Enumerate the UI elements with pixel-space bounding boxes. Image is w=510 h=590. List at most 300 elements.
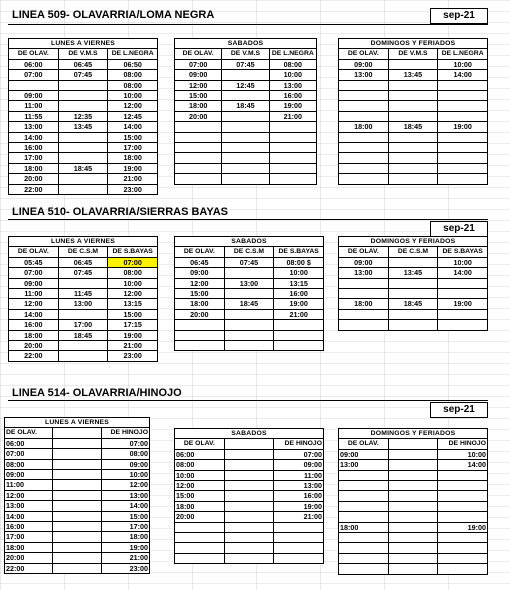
time-cell[interactable]: 09:00 [9, 91, 59, 101]
time-cell[interactable] [175, 341, 225, 351]
time-cell[interactable] [438, 132, 488, 142]
time-cell[interactable] [388, 91, 438, 101]
time-cell[interactable]: 16:00 [9, 143, 59, 153]
time-cell[interactable] [438, 543, 488, 553]
time-cell[interactable] [269, 132, 316, 142]
table-row [9, 320, 158, 330]
time-cell[interactable]: 18:00 [175, 501, 225, 511]
time-cell[interactable] [175, 122, 222, 132]
time-cell[interactable] [438, 163, 488, 173]
time-cell[interactable] [438, 564, 488, 574]
time-cell[interactable]: 21:00 [108, 174, 158, 184]
time-cell[interactable] [274, 553, 324, 563]
time-cell[interactable]: 09:00 [339, 449, 389, 459]
time-cell[interactable]: 19:00 [274, 299, 324, 309]
time-cell[interactable] [58, 309, 108, 319]
time-cell[interactable] [222, 163, 269, 173]
time-cell[interactable] [269, 143, 316, 153]
time-cell[interactable] [175, 132, 222, 142]
time-cell[interactable] [339, 553, 389, 563]
time-cell[interactable] [53, 490, 101, 500]
time-cell[interactable]: 12:00 [5, 490, 53, 500]
time-cell[interactable] [438, 80, 488, 90]
time-cell[interactable]: 17:00 [5, 532, 53, 542]
time-cell[interactable] [175, 533, 225, 543]
time-cell[interactable]: 14:00 [9, 309, 59, 319]
time-cell[interactable]: 19:00 [438, 522, 488, 532]
time-cell[interactable] [339, 501, 389, 511]
time-cell[interactable]: 20:00 [175, 111, 222, 121]
time-cell[interactable]: 14:00 [9, 132, 59, 142]
time-cell[interactable] [224, 309, 274, 319]
time-cell[interactable]: 09:00 [339, 257, 389, 267]
time-cell[interactable]: 12:00 [175, 278, 225, 288]
time-cell[interactable] [438, 278, 488, 288]
time-cell[interactable] [339, 532, 389, 542]
time-cell[interactable] [388, 257, 438, 267]
time-cell[interactable]: 06:00 [9, 59, 59, 69]
time-cell[interactable]: 13:00 [101, 490, 149, 500]
time-cell[interactable]: 13:00 [339, 268, 389, 278]
time-cell[interactable] [388, 564, 438, 574]
time-cell[interactable] [438, 309, 488, 319]
time-cell[interactable]: 13:45 [58, 122, 108, 132]
time-cell[interactable]: 16:00 [5, 522, 53, 532]
time-cell[interactable]: 09:00 [175, 268, 225, 278]
time-cell[interactable] [53, 480, 101, 490]
time-cell[interactable]: 17:00 [58, 320, 108, 330]
time-cell[interactable] [388, 512, 438, 522]
time-cell[interactable] [175, 543, 225, 553]
group-header: SABADOS [175, 237, 324, 247]
time-cell[interactable] [224, 289, 274, 299]
time-cell[interactable] [438, 142, 488, 152]
time-cell[interactable] [388, 59, 438, 69]
time-cell[interactable]: 20:00 [5, 553, 53, 563]
column-header: DE L.NEGRA [108, 49, 158, 59]
time-cell[interactable] [388, 163, 438, 173]
time-cell[interactable] [274, 330, 324, 340]
time-cell[interactable] [222, 122, 269, 132]
time-cell[interactable]: 13:00 [9, 122, 59, 132]
time-cell[interactable] [339, 564, 389, 574]
time-cell[interactable] [388, 278, 438, 288]
time-cell[interactable] [175, 330, 225, 340]
time-cell[interactable] [58, 153, 108, 163]
time-cell[interactable]: 07:00 [274, 449, 324, 459]
time-cell[interactable]: 21:00 [269, 111, 316, 121]
time-cell[interactable] [175, 153, 222, 163]
time-cell[interactable] [339, 101, 389, 111]
time-cell[interactable] [274, 533, 324, 543]
time-cell[interactable]: 12:00 [101, 480, 149, 490]
time-cell[interactable]: 10:00 [438, 257, 488, 267]
time-cell[interactable] [269, 174, 316, 184]
time-cell[interactable]: 15:00 [175, 91, 222, 101]
time-cell[interactable]: 18:00 [9, 330, 59, 340]
time-cell[interactable] [438, 491, 488, 501]
time-cell[interactable]: 18:45 [388, 299, 438, 309]
time-cell[interactable]: 19:00 [438, 122, 488, 132]
time-cell[interactable] [339, 132, 389, 142]
time-cell[interactable]: 19:00 [269, 101, 316, 111]
time-cell[interactable]: 07:45 [224, 257, 274, 267]
time-cell[interactable]: 12:00 [108, 289, 158, 299]
time-cell[interactable] [274, 543, 324, 553]
time-cell[interactable] [438, 481, 488, 491]
time-cell[interactable]: 19:00 [274, 501, 324, 511]
time-cell[interactable]: 13:00 [224, 278, 274, 288]
time-cell[interactable] [58, 278, 108, 288]
time-cell[interactable] [53, 563, 101, 573]
time-cell[interactable]: 18:00 [175, 101, 222, 111]
time-cell[interactable]: 09:00 [101, 459, 149, 469]
time-cell[interactable]: 19:00 [108, 163, 158, 173]
time-cell[interactable]: 18:45 [222, 101, 269, 111]
time-cell[interactable]: 23:00 [108, 351, 158, 361]
time-cell[interactable]: 07:00 [101, 438, 149, 448]
highlighted-time-cell[interactable]: 07:00 [108, 257, 158, 267]
time-cell[interactable] [438, 153, 488, 163]
time-cell[interactable]: 10:00 [438, 449, 488, 459]
time-cell[interactable]: 17:00 [101, 522, 149, 532]
time-cell[interactable] [438, 289, 488, 299]
time-cell[interactable]: 22:00 [5, 563, 53, 573]
time-cell[interactable] [274, 320, 324, 330]
time-cell[interactable] [53, 522, 101, 532]
time-cell[interactable] [175, 522, 225, 532]
time-cell[interactable]: 19:00 [101, 542, 149, 552]
time-cell[interactable]: 10:00 [274, 268, 324, 278]
time-cell[interactable]: 15:00 [108, 309, 158, 319]
time-cell[interactable]: 11:55 [9, 111, 59, 121]
time-cell[interactable] [388, 449, 438, 459]
time-cell[interactable]: 10:00 [438, 59, 488, 69]
time-cell[interactable]: 07:00 [9, 268, 59, 278]
time-cell[interactable] [224, 543, 274, 553]
time-cell[interactable] [9, 80, 59, 90]
time-cell[interactable]: 20:00 [175, 309, 225, 319]
time-cell[interactable] [388, 142, 438, 152]
time-cell[interactable] [58, 80, 108, 90]
time-cell[interactable]: 06:45 [58, 59, 108, 69]
time-cell[interactable] [388, 470, 438, 480]
time-cell[interactable] [58, 174, 108, 184]
time-cell[interactable] [224, 553, 274, 563]
time-cell[interactable]: 08:00 [101, 449, 149, 459]
time-cell[interactable] [53, 470, 101, 480]
time-cell[interactable] [339, 512, 389, 522]
time-cell[interactable]: 13:45 [388, 70, 438, 80]
time-cell[interactable] [224, 491, 274, 501]
time-cell[interactable]: 19:00 [108, 330, 158, 340]
time-cell[interactable] [53, 459, 101, 469]
time-cell[interactable] [53, 501, 101, 511]
time-cell[interactable]: 11:00 [9, 101, 59, 111]
time-cell[interactable]: 18:00 [108, 153, 158, 163]
time-cell[interactable] [224, 512, 274, 522]
time-cell[interactable] [339, 543, 389, 553]
time-cell[interactable] [53, 553, 101, 563]
time-cell[interactable]: 12:00 [108, 101, 158, 111]
time-cell[interactable]: 12:45 [222, 80, 269, 90]
time-cell[interactable]: 20:00 [9, 174, 59, 184]
time-cell[interactable]: 18:45 [58, 163, 108, 173]
time-cell[interactable]: 15:00 [175, 289, 225, 299]
time-cell[interactable] [224, 460, 274, 470]
time-cell[interactable]: 07:00 [175, 59, 222, 69]
time-cell[interactable]: 06:45 [175, 257, 225, 267]
time-cell[interactable] [222, 153, 269, 163]
time-cell[interactable]: 23:00 [108, 184, 158, 194]
time-cell[interactable]: 12:00 [9, 299, 59, 309]
time-cell[interactable]: 08:00 [108, 268, 158, 278]
time-cell[interactable]: 21:00 [108, 341, 158, 351]
time-cell[interactable] [438, 91, 488, 101]
time-cell[interactable]: 17:00 [108, 143, 158, 153]
time-cell[interactable] [438, 320, 488, 330]
time-cell[interactable] [438, 501, 488, 511]
time-cell[interactable] [222, 143, 269, 153]
time-cell[interactable] [224, 481, 274, 491]
time-cell[interactable]: 15:00 [175, 491, 225, 501]
time-cell[interactable] [388, 501, 438, 511]
time-cell[interactable]: 10:00 [269, 70, 316, 80]
time-cell[interactable] [438, 532, 488, 542]
time-cell[interactable] [53, 438, 101, 448]
time-cell[interactable] [339, 309, 389, 319]
time-cell[interactable]: 08:00 $ [274, 257, 324, 267]
time-cell[interactable]: 18:45 [388, 122, 438, 132]
time-cell[interactable] [388, 320, 438, 330]
time-cell[interactable]: 06:50 [108, 59, 158, 69]
time-cell[interactable] [388, 309, 438, 319]
time-cell[interactable]: 16:00 [274, 289, 324, 299]
time-cell[interactable]: 14:00 [438, 70, 488, 80]
time-cell[interactable]: 11:45 [58, 289, 108, 299]
time-cell[interactable]: 18:00 [339, 122, 389, 132]
time-cell[interactable] [58, 351, 108, 361]
time-cell[interactable] [58, 101, 108, 111]
time-cell[interactable]: 22:00 [9, 184, 59, 194]
time-cell[interactable] [53, 542, 101, 552]
time-cell[interactable]: 21:00 [274, 512, 324, 522]
time-cell[interactable] [222, 91, 269, 101]
time-cell[interactable] [222, 111, 269, 121]
time-cell[interactable] [224, 470, 274, 480]
time-cell[interactable]: 18:00 [339, 299, 389, 309]
time-cell[interactable] [339, 174, 389, 184]
time-cell[interactable]: 05:45 [9, 257, 59, 267]
time-cell[interactable] [438, 174, 488, 184]
time-cell[interactable]: 13:00 [5, 501, 53, 511]
time-cell[interactable] [339, 111, 389, 121]
time-cell[interactable]: 13:15 [108, 299, 158, 309]
time-cell[interactable] [438, 553, 488, 563]
time-cell[interactable] [339, 278, 389, 288]
time-cell[interactable]: 11:00 [274, 470, 324, 480]
time-cell[interactable]: 13:00 [58, 299, 108, 309]
time-cell[interactable]: 09:00 [9, 278, 59, 288]
time-cell[interactable] [224, 501, 274, 511]
time-cell[interactable] [53, 449, 101, 459]
time-cell[interactable] [222, 132, 269, 142]
time-cell[interactable] [224, 533, 274, 543]
time-cell[interactable]: 23:00 [101, 563, 149, 573]
time-cell[interactable]: 11:00 [9, 289, 59, 299]
time-cell[interactable] [438, 512, 488, 522]
time-cell[interactable]: 13:00 [269, 80, 316, 90]
time-cell[interactable]: 08:00 [5, 459, 53, 469]
time-cell[interactable]: 21:00 [101, 553, 149, 563]
time-cell[interactable]: 13:00 [274, 481, 324, 491]
time-cell[interactable] [388, 174, 438, 184]
time-cell[interactable] [274, 522, 324, 532]
time-cell[interactable]: 14:00 [5, 511, 53, 521]
time-cell[interactable] [339, 481, 389, 491]
time-cell[interactable] [269, 122, 316, 132]
time-cell[interactable] [388, 553, 438, 563]
time-cell[interactable]: 21:00 [274, 309, 324, 319]
time-cell[interactable] [58, 143, 108, 153]
time-cell[interactable]: 13:45 [388, 268, 438, 278]
time-cell[interactable] [438, 101, 488, 111]
time-cell[interactable]: 15:00 [101, 511, 149, 521]
time-cell[interactable] [175, 320, 225, 330]
time-cell[interactable] [175, 553, 225, 563]
time-cell[interactable]: 11:00 [5, 480, 53, 490]
time-cell[interactable]: 18:00 [9, 163, 59, 173]
time-cell[interactable] [388, 543, 438, 553]
time-cell[interactable]: 08:00 [269, 59, 316, 69]
time-cell[interactable] [339, 91, 389, 101]
time-cell[interactable]: 06:45 [58, 257, 108, 267]
time-cell[interactable]: 08:00 [175, 460, 225, 470]
time-cell[interactable]: 10:00 [108, 91, 158, 101]
time-cell[interactable]: 07:45 [58, 268, 108, 278]
time-cell[interactable]: 14:00 [438, 460, 488, 470]
time-cell[interactable]: 22:00 [9, 351, 59, 361]
time-cell[interactable] [58, 91, 108, 101]
time-cell[interactable]: 18:00 [175, 299, 225, 309]
time-cell[interactable]: 07:45 [58, 70, 108, 80]
time-cell[interactable] [224, 268, 274, 278]
time-cell[interactable] [388, 289, 438, 299]
time-cell[interactable] [274, 341, 324, 351]
time-cell[interactable]: 14:00 [101, 501, 149, 511]
time-cell[interactable]: 20:00 [9, 341, 59, 351]
time-cell[interactable] [339, 163, 389, 173]
time-cell[interactable]: 14:00 [108, 122, 158, 132]
time-cell[interactable]: 13:15 [274, 278, 324, 288]
time-cell[interactable] [339, 289, 389, 299]
time-cell[interactable] [438, 470, 488, 480]
time-cell[interactable]: 09:00 [5, 470, 53, 480]
time-cell[interactable]: 18:00 [5, 542, 53, 552]
time-cell[interactable]: 08:00 [108, 80, 158, 90]
time-cell[interactable] [339, 320, 389, 330]
time-cell[interactable]: 16:00 [9, 320, 59, 330]
time-cell[interactable]: 12:45 [108, 111, 158, 121]
time-cell[interactable]: 07:00 [5, 449, 53, 459]
time-cell[interactable] [388, 101, 438, 111]
time-cell[interactable] [58, 341, 108, 351]
time-cell[interactable]: 07:00 [9, 70, 59, 80]
time-cell[interactable]: 12:00 [175, 80, 222, 90]
time-cell[interactable]: 06:00 [5, 438, 53, 448]
time-cell[interactable] [175, 163, 222, 173]
time-cell[interactable] [388, 111, 438, 121]
time-cell[interactable] [388, 491, 438, 501]
time-cell[interactable]: 10:00 [101, 470, 149, 480]
time-cell[interactable]: 17:00 [9, 153, 59, 163]
time-cell[interactable]: 15:00 [108, 132, 158, 142]
time-cell[interactable] [438, 111, 488, 121]
time-cell[interactable] [339, 80, 389, 90]
time-cell[interactable] [388, 153, 438, 163]
time-cell[interactable] [222, 70, 269, 80]
time-cell[interactable]: 19:00 [438, 299, 488, 309]
time-cell[interactable] [388, 522, 438, 532]
time-cell[interactable]: 10:00 [175, 470, 225, 480]
time-cell[interactable]: 06:00 [175, 449, 225, 459]
time-cell[interactable] [224, 330, 274, 340]
time-cell[interactable]: 16:00 [269, 91, 316, 101]
time-cell[interactable]: 20:00 [175, 512, 225, 522]
time-cell[interactable]: 14:00 [438, 268, 488, 278]
time-cell[interactable] [224, 320, 274, 330]
time-cell[interactable] [388, 481, 438, 491]
time-cell[interactable]: 18:45 [58, 330, 108, 340]
time-cell[interactable] [53, 511, 101, 521]
time-cell[interactable]: 13:00 [339, 70, 389, 80]
time-cell[interactable] [339, 142, 389, 152]
time-cell[interactable] [339, 470, 389, 480]
time-cell[interactable]: 09:00 [274, 460, 324, 470]
time-cell[interactable] [388, 80, 438, 90]
time-cell[interactable] [175, 143, 222, 153]
time-cell[interactable] [339, 491, 389, 501]
time-cell[interactable] [269, 163, 316, 173]
time-cell[interactable] [269, 153, 316, 163]
time-cell[interactable]: 16:00 [274, 491, 324, 501]
time-cell[interactable] [388, 132, 438, 142]
time-cell[interactable] [224, 341, 274, 351]
time-cell[interactable]: 18:45 [224, 299, 274, 309]
time-cell[interactable]: 08:00 [108, 70, 158, 80]
time-cell[interactable]: 17:15 [108, 320, 158, 330]
time-cell[interactable]: 18:00 [101, 532, 149, 542]
time-cell[interactable]: 13:00 [339, 460, 389, 470]
time-cell[interactable] [224, 449, 274, 459]
time-cell[interactable] [175, 174, 222, 184]
time-cell[interactable] [53, 532, 101, 542]
time-cell[interactable]: 09:00 [175, 70, 222, 80]
time-cell[interactable] [58, 184, 108, 194]
time-cell[interactable] [222, 174, 269, 184]
time-cell[interactable] [339, 153, 389, 163]
time-cell[interactable]: 10:00 [108, 278, 158, 288]
time-cell[interactable] [224, 522, 274, 532]
time-cell[interactable] [388, 460, 438, 470]
time-cell[interactable]: 12:35 [58, 111, 108, 121]
time-cell[interactable]: 09:00 [339, 59, 389, 69]
time-cell[interactable] [388, 532, 438, 542]
time-cell[interactable]: 12:00 [175, 481, 225, 491]
time-cell[interactable] [58, 132, 108, 142]
time-cell[interactable]: 07:45 [222, 59, 269, 69]
time-cell[interactable]: 18:00 [339, 522, 389, 532]
